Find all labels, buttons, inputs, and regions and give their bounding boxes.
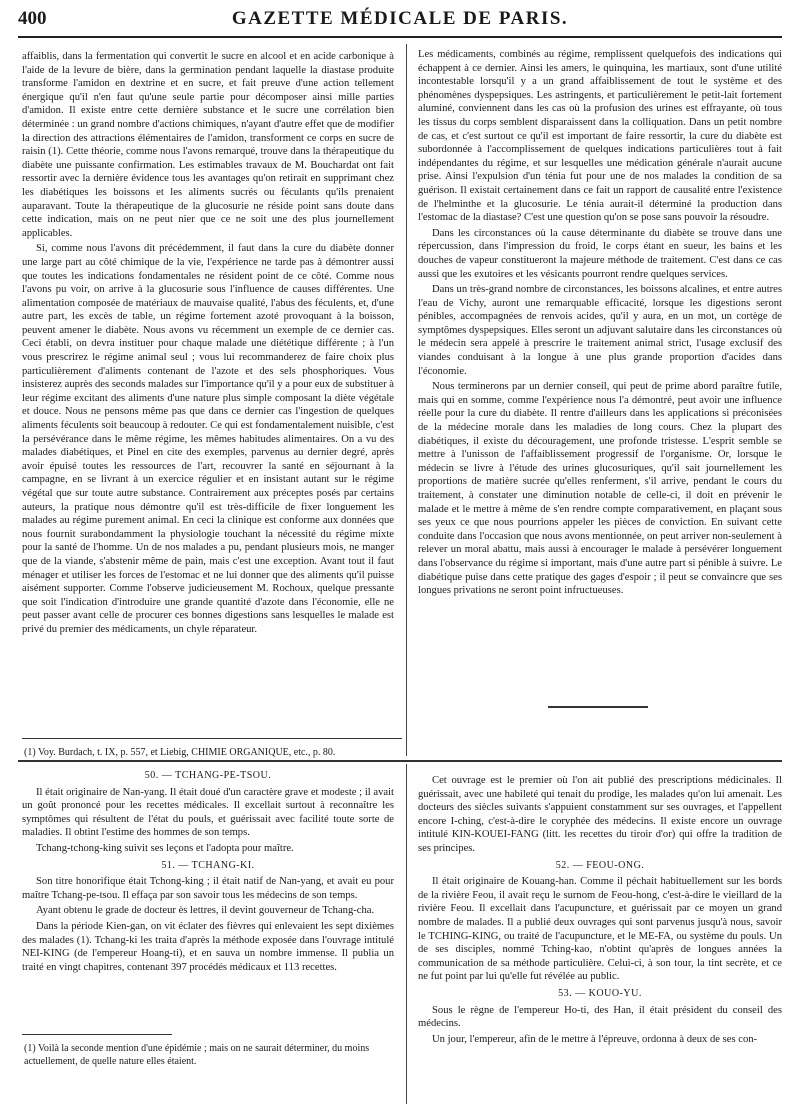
footnote-rule	[22, 1034, 172, 1035]
footnote-2: (1) Voilà la seconde mention d'une épidémie ; mais on ne saurait déterminer, du moins actuellement, de quelle nature elles étaient.	[24, 1043, 370, 1067]
section-heading-51: 51. — TCHANG-KI.	[161, 859, 255, 871]
paragraph: Il était originaire de Nan-yang. Il était doué d'un caractère grave et modeste ; il avait un goût prononcé pour les recettes médicales. Il excellait surtout à reconnaître les symptômes qui résultent de l'état du pouls, et guérissait avec facilité toute sorte de maladies. Il obtint l'estime des hommes de son temps.	[22, 786, 394, 839]
article-column-right	[418, 48, 782, 658]
paragraph: Il était originaire de Kouang-han. Comme il péchait habituellement sur les bords de la rivière Feou, il avait reçu le surnom de Feou-hong, c'est-à-dire le vieillard de la rivière Feou. Il excellait dans l'acupuncture, et guérissait par ce moyen un grand nombre de malades. Il a publié deux ouvrages qui sont parvenus jusqu'à nous, savoir le TCHING-KING, ou traité de l'acupuncture, et le ME-FA, ou système du pouls. Un de ses disciples, nommé Tching-kao, n'obtint qu'après de longues années la communication de sa méthode particulière. Celui-ci, à son tour, la tint secrète, et ce ne fut point par lui qu'elle fut révélée au public.	[418, 876, 782, 983]
journal-title: GAZETTE MÉDICALE DE PARIS.	[231, 8, 569, 29]
column-divider-bottom	[406, 764, 407, 1104]
paragraph: Dans les circonstances où la cause déterminante du diabète se trouve dans une répercussion, dans l'impression du froid, le corps étant en sueur, les bains et les douches de vapeur constitueront la majeure méthode de traitement. C'est dans ce cas aussi que les exutoires et les vésicants pourront rendre quelques services.	[418, 227, 782, 280]
footnote-1: (1) Voy. Burdach, t. IX, p. 557, et Liebig, CHIMIE ORGANIQUE, etc., p. 80.	[24, 747, 336, 758]
paragraph: Ayant obtenu le grade de docteur ès lettres, il devint gouverneur de Tchang-cha.	[36, 905, 375, 917]
paragraph: Cet ouvrage est le premier où l'on ait publié des prescriptions médicinales. Il guérissait, avec une habileté qui tenait du prodige, les malades qu'on lui amenait. Les docteurs des siècles suivants s'appuient constamment sur ses ouvrages, et l'appellent encore I-ching, c'est-à-dire le coryphée des médecins. Il existe encore un ouvrage intitulé KIN-KOUEI-FANG (litt. les recettes du tiroir d'or) qui offre la tradition de ses principes.	[418, 775, 782, 854]
paragraph: Sous le règne de l'empereur Ho-ti, des Han, il était président du conseil des médecins.	[418, 1004, 782, 1030]
page-number: 400	[18, 8, 47, 29]
paragraph: Tchang-tchong-king suivit ses leçons et l'adopta pour maître.	[36, 842, 294, 854]
feuilleton-rule	[18, 760, 782, 762]
feuilleton-column-right	[418, 774, 782, 1104]
paragraph: Son titre honorifique était Tchong-king ; il était natif de Nan-yang, et avait eu pour maître Tchang-pe-tsou. Il effaça par son savoir tous les médecins de son temps.	[22, 876, 394, 901]
article-column-left	[22, 50, 394, 732]
footnote-rule	[22, 738, 402, 739]
feuilleton-column-left	[22, 766, 394, 1026]
paragraph: Dans la période Kien-gan, on vit éclater des fièvres qui enlevaient les sept dixièmes des malades (1). Tchang-ki les traita d'après la méthode exposée dans l'ouvrage intitulé NEI-KING (de l'empereur Hoang-ti), et en sauva un nombre immense. Il publia un traité en vingt chapitres, contenant 397 procédés médicaux et 113 recettes.	[22, 920, 394, 973]
paragraph: Nous terminerons par un dernier conseil, qui peut de prime abord paraître futile, mais qui en somme, comme l'expérience nous l'a démontré, peut avoir une influence réelle pour la cure du diabète. Il rentre d'ailleurs dans les applications si préconisées de la médecine morale dans les maladies de long cours. Chez la plupart des diabétiques, il existe du découragement, une profonde tristesse. L'esprit semble se mettre à l'unisson de l'affaiblissement progressif de l'organisme. Or, lorsque le médecin se livre à l'étude des urines glucosuriques, qu'il sait journellement les proportions de matière sucrée qu'elles renferment, s'il arrive, pendant le cours du traitement, à constater une diminution notable de celle-ci, il doit en prévenir le malade et le mettre à même de s'en rendre compte comparativement, en plaçant sous ses yeux ce que nous pourrions appeler les pièces de conviction. En suivant cette conduite dans l'occasion que nous avons mentionnée, on peut arriver non-seulement à relever un moral abattu, mais aussi à encourager le malade à persévérer longuement dans l'observance du régime si important, mais d'une autre part si pénible à suivre. Le diabétique puise dans cette pratique des gages d'espoir ; il peut se convaincre que ses longues privations ne seront point infructueuses.	[418, 381, 782, 597]
paragraph: Un jour, l'empereur, afin de le mettre à l'épreuve, ordonna à deux de ses con-	[432, 1033, 758, 1045]
section-heading-53: 53. — KOUO-YU.	[558, 987, 642, 999]
article-end-rule	[548, 706, 648, 708]
section-heading-50: 50. — TCHANG-PE-TSOU.	[144, 770, 272, 781]
paragraph: Si, comme nous l'avons dit précédemment, il faut dans la cure du diabète donner une large part au côté chimique de la vie, l'expérience ne tarde pas à démontrer aussi que toutes les indications fondamentales ne résident point de ce côté. Comme nous l'avons pu voir, on arrive à la glucosurie sous l'influence de causes différentes. Une alimentation composée de matériaux de mauvaise qualité, l'abus des féculents, et, d'une autre part, les excès de table, un régime fortement azoté provoquant à la boisson, peuvent amener le diabète. Nous avons vu récemment un exemple de ce dernier cas. Ceci établi, on devra instituer pour chaque malade une diététique différente ; à l'un vous prescrirez le régime animal seul ; vous lui recommanderez de faire choix plus particulièrement d'aliments contenant de l'azote et des sels phosphoriques. Vous insisterez auprès des seconds malades sur l'importance qu'il y a pour eux de substituer à leur régime excitant des aliments d'une nature plus simple composant la diète végétale et douce. Nous ne pensons même pas que dans ce dernier cas l'ingestion de quelques aliments féculents soit beaucoup à redouter. Ce qui est fondamentalement nuisible, c'est la persévérance dans le même régime, les mêmes habitudes alimentaires. On a vu des malades diabétiques, et Pinel en cite des exemples, parvenus au dernier degré, après avoir épuisé toutes les ressources de l'art, recouvrer la santé en séjournant à la campagne, en se livrant à un exercice régulier et en insistant autant sur le régime végétal que sur toute autre substance. Contrairement aux préceptes posés par certains auteurs, la pratique nous démontre qu'il est très-difficile de fixer longuement les malades au régime purement animal. En ceci la clinique est conforme aux données que nous fournit surabondamment la physiologie touchant la nécessité du régime mixte pour la santé de l'homme. Un de nos malades a pu, pendant plusieurs mois, ne manger que de la viande, s'abstenir même de pain, mais c'est une exception. Avant tout il faut ménager et utiliser les forces de l'estomac et ne lui donner que des aliments qu'il puisse aisément supporter. Comme l'observe judicieusement M. Rochoux, quelque pressante que soit l'indication d'introduire une grande quantité d'azote dans l'économie, elle ne peut passer avant celle de procurer ces bonnes digestions sans lesquelles le malade est privé du premier des médicaments, un chyle réparateur.	[22, 243, 394, 635]
paragraph: affaiblis, dans la fermentation qui convertit le sucre en alcool et en acide carbonique à l'aide de la levure de bière, dans la germination pendant laquelle la diastase produite transforme l'amidon en dextrine et en sucre, et fait preuve d'une action tellement énergique qu'il n'en faut qu'une seule partie pour décomposer ainsi mille parties d'amidon. Il existe entre cette dernière substance et le sucre une corrélation bien déterminée : un grand nombre d'actions chimiques, n'ayant d'autre effet que de modifier la direction des attractions élémentaires de l'amidon, transforment ce corps en sucre de raisin (1). Cette théorie, comme nous l'avons remarqué, trouve dans la thérapeutique du diabète une puissante confirmation. Les estimables travaux de M. Bouchardat ont fait ressortir avec la dernière évidence tous les avantages qu'on retirait en supprimant chez les diabétiques les boissons et les aliments sucrés ou féculants qu'ils prenaient auparavant. Toute la thérapeutique de la glucosurie ne réside point sans doute dans cette indication, mais on ne peut nier que ce ne soit une des plus journellement applicables.	[22, 51, 394, 239]
section-heading-52: 52. — FEOU-ONG.	[555, 859, 645, 871]
page-header	[18, 6, 782, 38]
paragraph: Les médicaments, combinés au régime, remplissent quelquefois des indications qui échappent à ce dernier. Ainsi les amers, le quinquina, les martiaux, sont d'une utilité incontestable lorsqu'il y a un grand affaiblissement de tout le système et des phénomènes dyspepsiques. Les astringents, et particulièrement le petit-lait fortement aluminé, conviennent dans les cas où la profusion des urines est effrayante, où tous les tissus du corps semblent disparaissent dans la colliquation. Dans un petit nombre de cas, et c'est surtout ce qu'il est important de faire ressortir, la cure du diabète est subordonnée à l'accomplissement de quelques indications particulières tout à fait indépendantes du régime, et sur lesquelles une médication générale n'aurait aucune prise. Ainsi l'expulsion d'un ténia fut pour une de nos malades la condition de sa guérison. Il existait certainement dans ce fait un rapport de causalité entre l'existence de l'helminthe et la glucosurie. Le ténia aurait-il déterminé la production dans l'estomac de la diastase? C'est une question qu'on se pose sans pouvoir la résoudre.	[418, 49, 782, 224]
paragraph: Dans un très-grand nombre de circonstances, les boissons alcalines, et entre autres l'eau de Vichy, auront une remarquable efficacité, lorsque les digestions seront pénibles, accompagnées de renvois acides, qu'il y aura, en un mot, un cortège de symptômes dyspepsiques. Elles seront un adjuvant salutaire dans les circonstances où le médecin sera appelé à prescrire le traitement animal strict, l'usage exclusif des viandes conduisant à la longue à une plus grande proportion d'acides dans l'économie.	[418, 284, 782, 377]
column-divider-top	[406, 44, 407, 756]
